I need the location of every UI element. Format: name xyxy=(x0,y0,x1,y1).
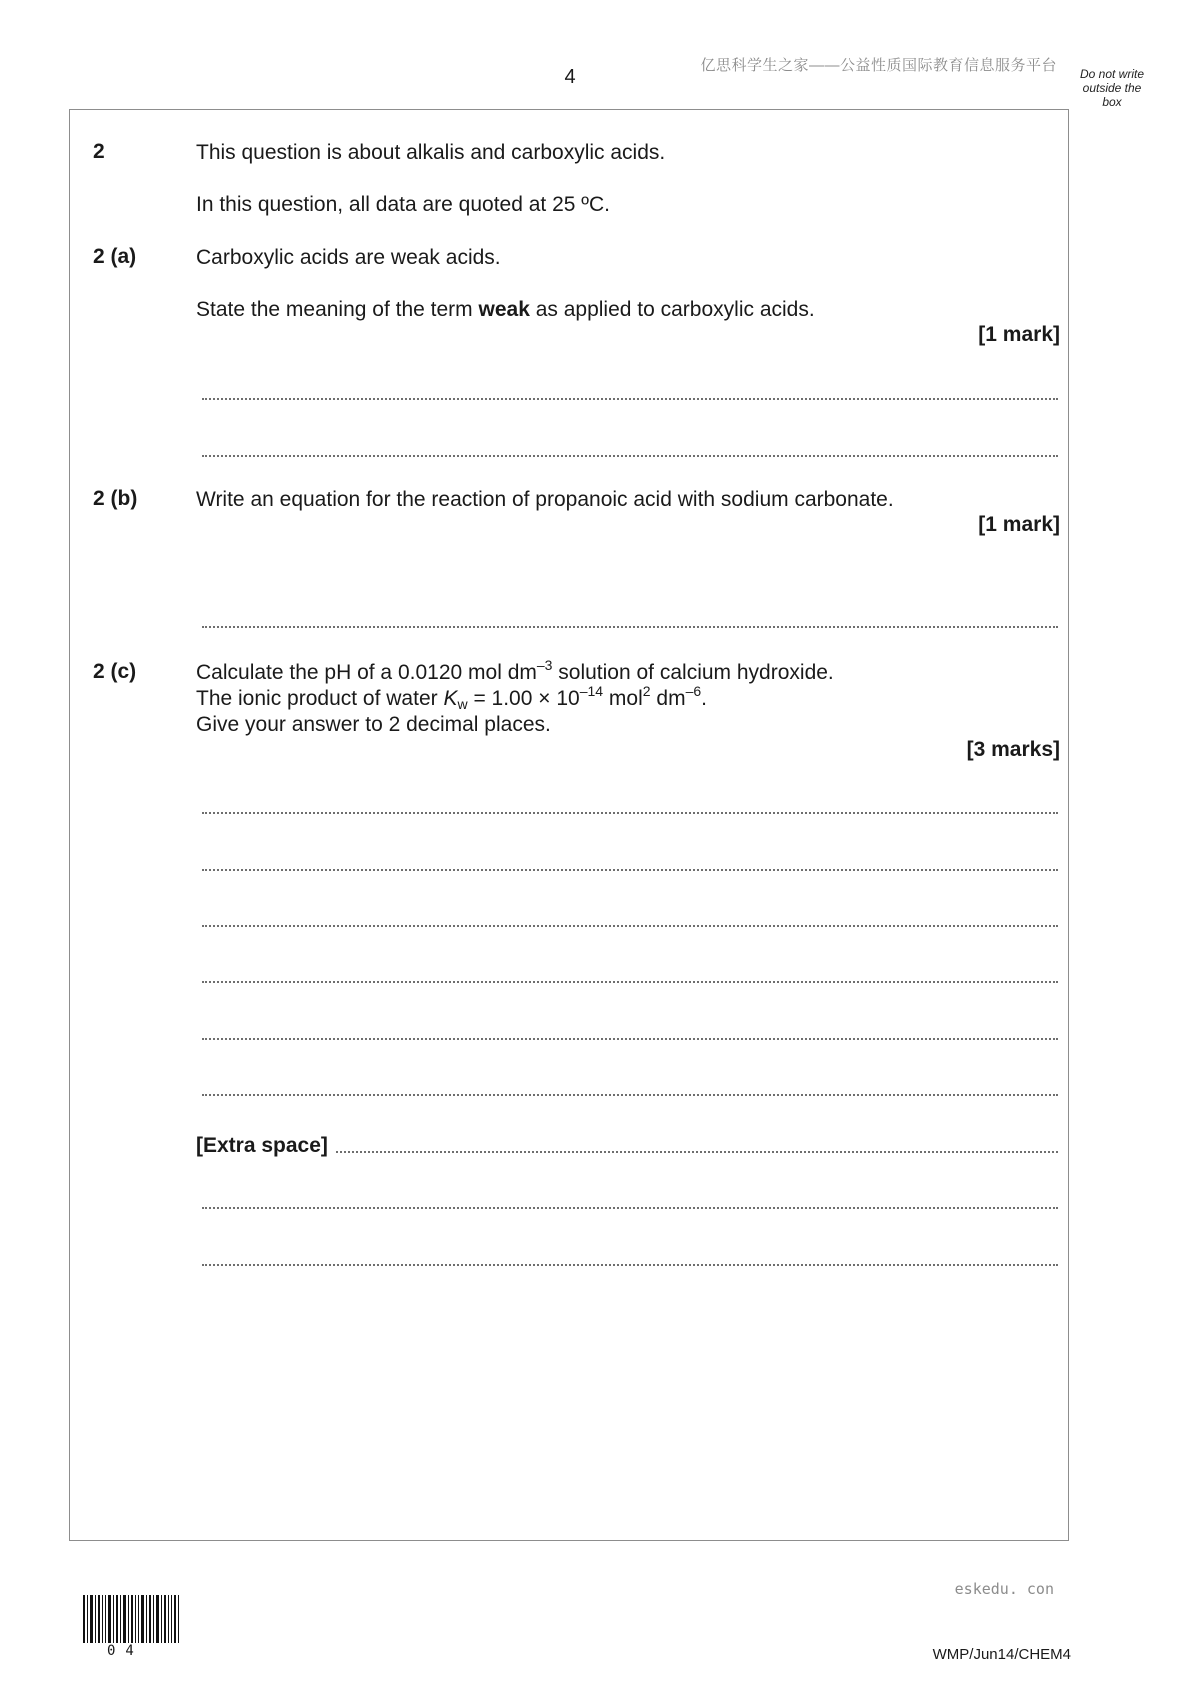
question-number: 2 xyxy=(93,140,105,163)
text: The ionic product of water xyxy=(196,687,444,710)
margin-note-line: outside the xyxy=(1082,81,1142,95)
answer-line[interactable] xyxy=(202,812,1058,814)
part-b-text: Write an equation for the reaction of propanoic acid with sodium carbonate. xyxy=(196,488,894,511)
symbol-k: K xyxy=(443,687,458,710)
bold-term: weak xyxy=(478,298,530,321)
superscript: –3 xyxy=(536,657,553,673)
answer-line[interactable] xyxy=(202,869,1058,871)
part-a-marks: [1 mark] xyxy=(978,323,1060,346)
answer-line[interactable] xyxy=(202,398,1058,400)
superscript: –6 xyxy=(685,683,702,699)
answer-line[interactable] xyxy=(336,1151,1058,1153)
text: dm xyxy=(650,687,686,710)
answer-line[interactable] xyxy=(202,1038,1058,1040)
text: = 1.00 × 10 xyxy=(467,687,580,710)
answer-line[interactable] xyxy=(202,455,1058,457)
margin-note-line: Do not write xyxy=(1079,67,1145,81)
part-c-line-2 xyxy=(196,683,707,712)
part-b-marks: [1 mark] xyxy=(978,513,1060,536)
question-conditions: In this question, all data are quoted at 25 ºC. xyxy=(196,193,610,216)
part-b-label: 2 (b) xyxy=(93,487,138,510)
text: mol xyxy=(603,687,643,710)
text: Calculate the pH of a 0.0120 mol dm xyxy=(196,661,537,684)
answer-line[interactable] xyxy=(202,1264,1058,1266)
answer-line[interactable] xyxy=(202,626,1058,628)
part-a-instruction xyxy=(196,297,815,323)
answer-line[interactable] xyxy=(202,1094,1058,1096)
subscript: w xyxy=(457,696,468,712)
instruction-text: as applied to carboxylic acids. xyxy=(529,298,815,321)
page-number: 4 xyxy=(564,66,576,88)
part-a-label: 2 (a) xyxy=(93,245,137,268)
instruction-text: State the meaning of the term xyxy=(196,298,479,321)
part-c-line-1 xyxy=(196,657,834,686)
superscript: 2 xyxy=(642,683,651,699)
part-a-text: Carboxylic acids are weak acids. xyxy=(196,246,501,269)
answer-line[interactable] xyxy=(202,1207,1058,1209)
site-watermark: eskedu. con xyxy=(954,1580,1054,1598)
part-c-line-3: Give your answer to 2 decimal places. xyxy=(196,713,551,736)
watermark-text: 亿思科学生之家——公益性质国际教育信息服务平台 xyxy=(700,57,1057,74)
part-c-label: 2 (c) xyxy=(93,660,137,683)
superscript: –14 xyxy=(579,683,604,699)
paper-reference: WMP/Jun14/CHEM4 xyxy=(932,1646,1071,1663)
margin-note-line: box xyxy=(1102,95,1122,109)
answer-box xyxy=(69,109,1069,1541)
part-c-marks: [3 marks] xyxy=(966,738,1060,761)
answer-line[interactable] xyxy=(202,981,1058,983)
margin-note xyxy=(1072,67,1152,109)
barcode-digits: 04 xyxy=(107,1643,144,1659)
question-intro: This question is about alkalis and carboxylic acids. xyxy=(196,141,666,164)
extra-space-label: [Extra space] xyxy=(196,1134,328,1157)
text: . xyxy=(701,687,707,710)
barcode-image xyxy=(83,1595,179,1643)
text: solution of calcium hydroxide. xyxy=(552,661,834,684)
answer-line[interactable] xyxy=(202,925,1058,927)
